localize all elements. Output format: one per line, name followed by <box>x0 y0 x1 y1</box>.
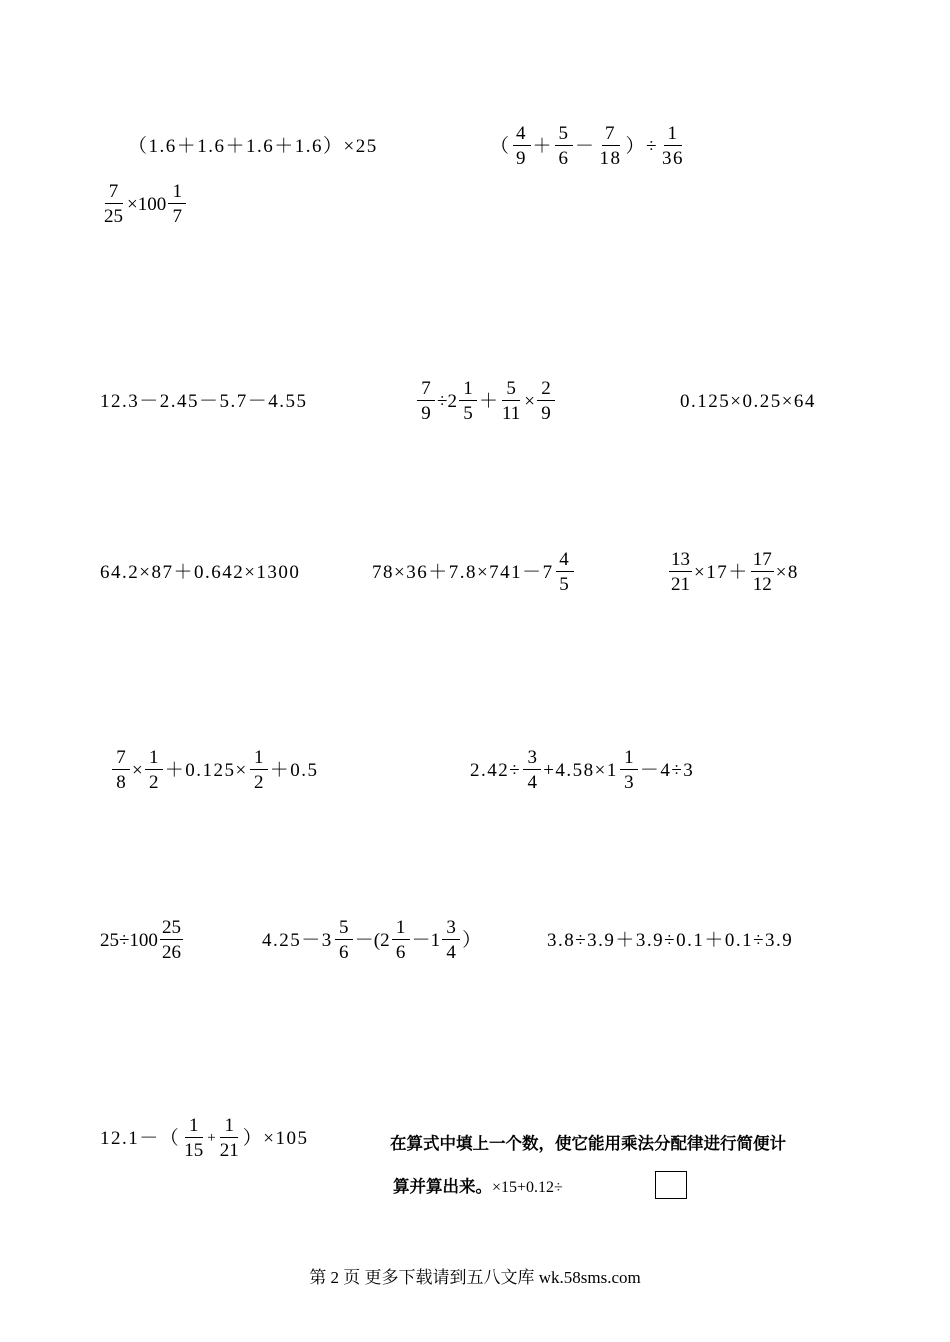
fraction: $\frac{3}{4}$ <box>523 748 541 792</box>
fraction: $\frac{1}{6}$ <box>392 918 410 962</box>
expression-5-1 <box>100 910 185 970</box>
operator: ×8 <box>775 561 799 583</box>
operator: ＋ <box>478 390 498 412</box>
page-footer: 第 2 页 更多下载请到五八文库 wk.58sms.com <box>309 1268 641 1287</box>
operator: × <box>524 390 535 412</box>
instruction-formula: ×15+0.12÷ <box>492 1179 563 1196</box>
fraction: $\frac{1}{3}$ <box>620 748 638 792</box>
expression-text: 4.25－3 <box>262 929 333 951</box>
paren-close: ） <box>625 135 647 157</box>
expression-text: －1 <box>411 929 441 951</box>
fraction: $\frac{3}{4}$ <box>442 918 460 962</box>
expression-2-3 <box>680 371 816 431</box>
fraction: $\frac{5}{11}$ <box>501 378 521 424</box>
fraction: $\frac{4}{5}$ <box>556 550 574 594</box>
expression-3-1 <box>100 542 300 602</box>
operator: ÷ <box>646 135 658 157</box>
instruction-text: 算并算出来。 <box>393 1177 492 1196</box>
expression-5-2 <box>262 910 481 970</box>
expression-4-1 <box>110 740 318 800</box>
instruction-line-2 <box>393 1173 563 1197</box>
expression-text: 25÷100 <box>100 929 158 951</box>
expression-text: －(2 <box>354 929 390 951</box>
expression-6-1 <box>100 1108 308 1168</box>
expression-4-2 <box>470 740 694 800</box>
fraction: $\frac{1}{15}$ <box>184 1115 204 1161</box>
fraction: $\frac{7}{9}$ <box>417 379 435 423</box>
fraction: $\frac{25}{26}$ <box>161 917 181 963</box>
expression-text: －4÷3 <box>639 759 695 781</box>
fraction: $\frac{1}{21}$ <box>219 1115 239 1161</box>
expression-5-3 <box>547 910 793 970</box>
fraction: $\frac{1}{2}$ <box>250 748 268 792</box>
answer-box[interactable] <box>655 1171 687 1199</box>
fraction: $\frac{7}{18}$ <box>599 123 622 169</box>
operator: × <box>127 193 138 215</box>
fraction: $\frac{5}{6}$ <box>335 918 353 962</box>
expression-1-3 <box>100 174 188 234</box>
fraction: $\frac{2}{9}$ <box>537 379 555 423</box>
operator: ＋0.125× <box>164 759 248 781</box>
expression-2-2 <box>415 371 557 431</box>
expression-text: 12.1－（ <box>100 1127 181 1149</box>
expression-text: （1.6＋1.6＋1.6＋1.6）×25 <box>128 135 378 157</box>
fraction: $\frac{1}{36}$ <box>662 123 684 169</box>
fraction: $\frac{5}{6}$ <box>555 124 573 168</box>
whole-number: 2 <box>447 390 457 412</box>
fraction: $\frac{7}{8}$ <box>112 748 130 792</box>
operator: ＋0.5 <box>269 759 319 781</box>
expression-text: +4.58×1 <box>543 759 618 781</box>
operator: + <box>207 1129 216 1146</box>
fraction: $\frac{17}{12}$ <box>752 549 772 595</box>
expression-1-1 <box>128 116 378 176</box>
expression-3-2 <box>372 542 576 602</box>
expression-1-2 <box>490 116 688 176</box>
operator: ÷ <box>437 390 448 412</box>
fraction: $\frac{7}{25}$ <box>104 181 123 227</box>
operator: ×17＋ <box>694 561 749 583</box>
expression-text: 12.3－2.45－5.7－4.55 <box>100 390 308 412</box>
whole-number: 100 <box>137 193 167 215</box>
instruction-line-1: 在算式中填上一个数，使它能用乘法分配律进行简便计 <box>390 1134 786 1153</box>
expression-3-3 <box>667 542 799 602</box>
expression-text: 2.42÷ <box>470 759 522 781</box>
expression-text: 78×36＋7.8×741－7 <box>372 561 554 583</box>
fraction: $\frac{4}{9}$ <box>513 124 531 168</box>
expression-text: 3.8÷3.9＋3.9÷0.1＋0.1÷3.9 <box>547 929 794 951</box>
expression-text: 0.125×0.25×64 <box>680 390 816 412</box>
expression-text: ）×105 <box>242 1127 309 1149</box>
fraction: $\frac{13}{21}$ <box>671 549 690 595</box>
operator: × <box>132 759 143 781</box>
fraction: $\frac{1}{5}$ <box>459 379 477 423</box>
paren-open: （ <box>490 135 511 157</box>
paren-close: ） <box>462 929 482 951</box>
operator: － <box>575 135 596 157</box>
fraction: $\frac{1}{2}$ <box>145 748 163 792</box>
expression-2-1 <box>100 371 308 431</box>
fraction: $\frac{1}{7}$ <box>168 182 186 226</box>
operator: ＋ <box>532 135 554 157</box>
expression-text: 64.2×87＋0.642×1300 <box>100 561 301 583</box>
